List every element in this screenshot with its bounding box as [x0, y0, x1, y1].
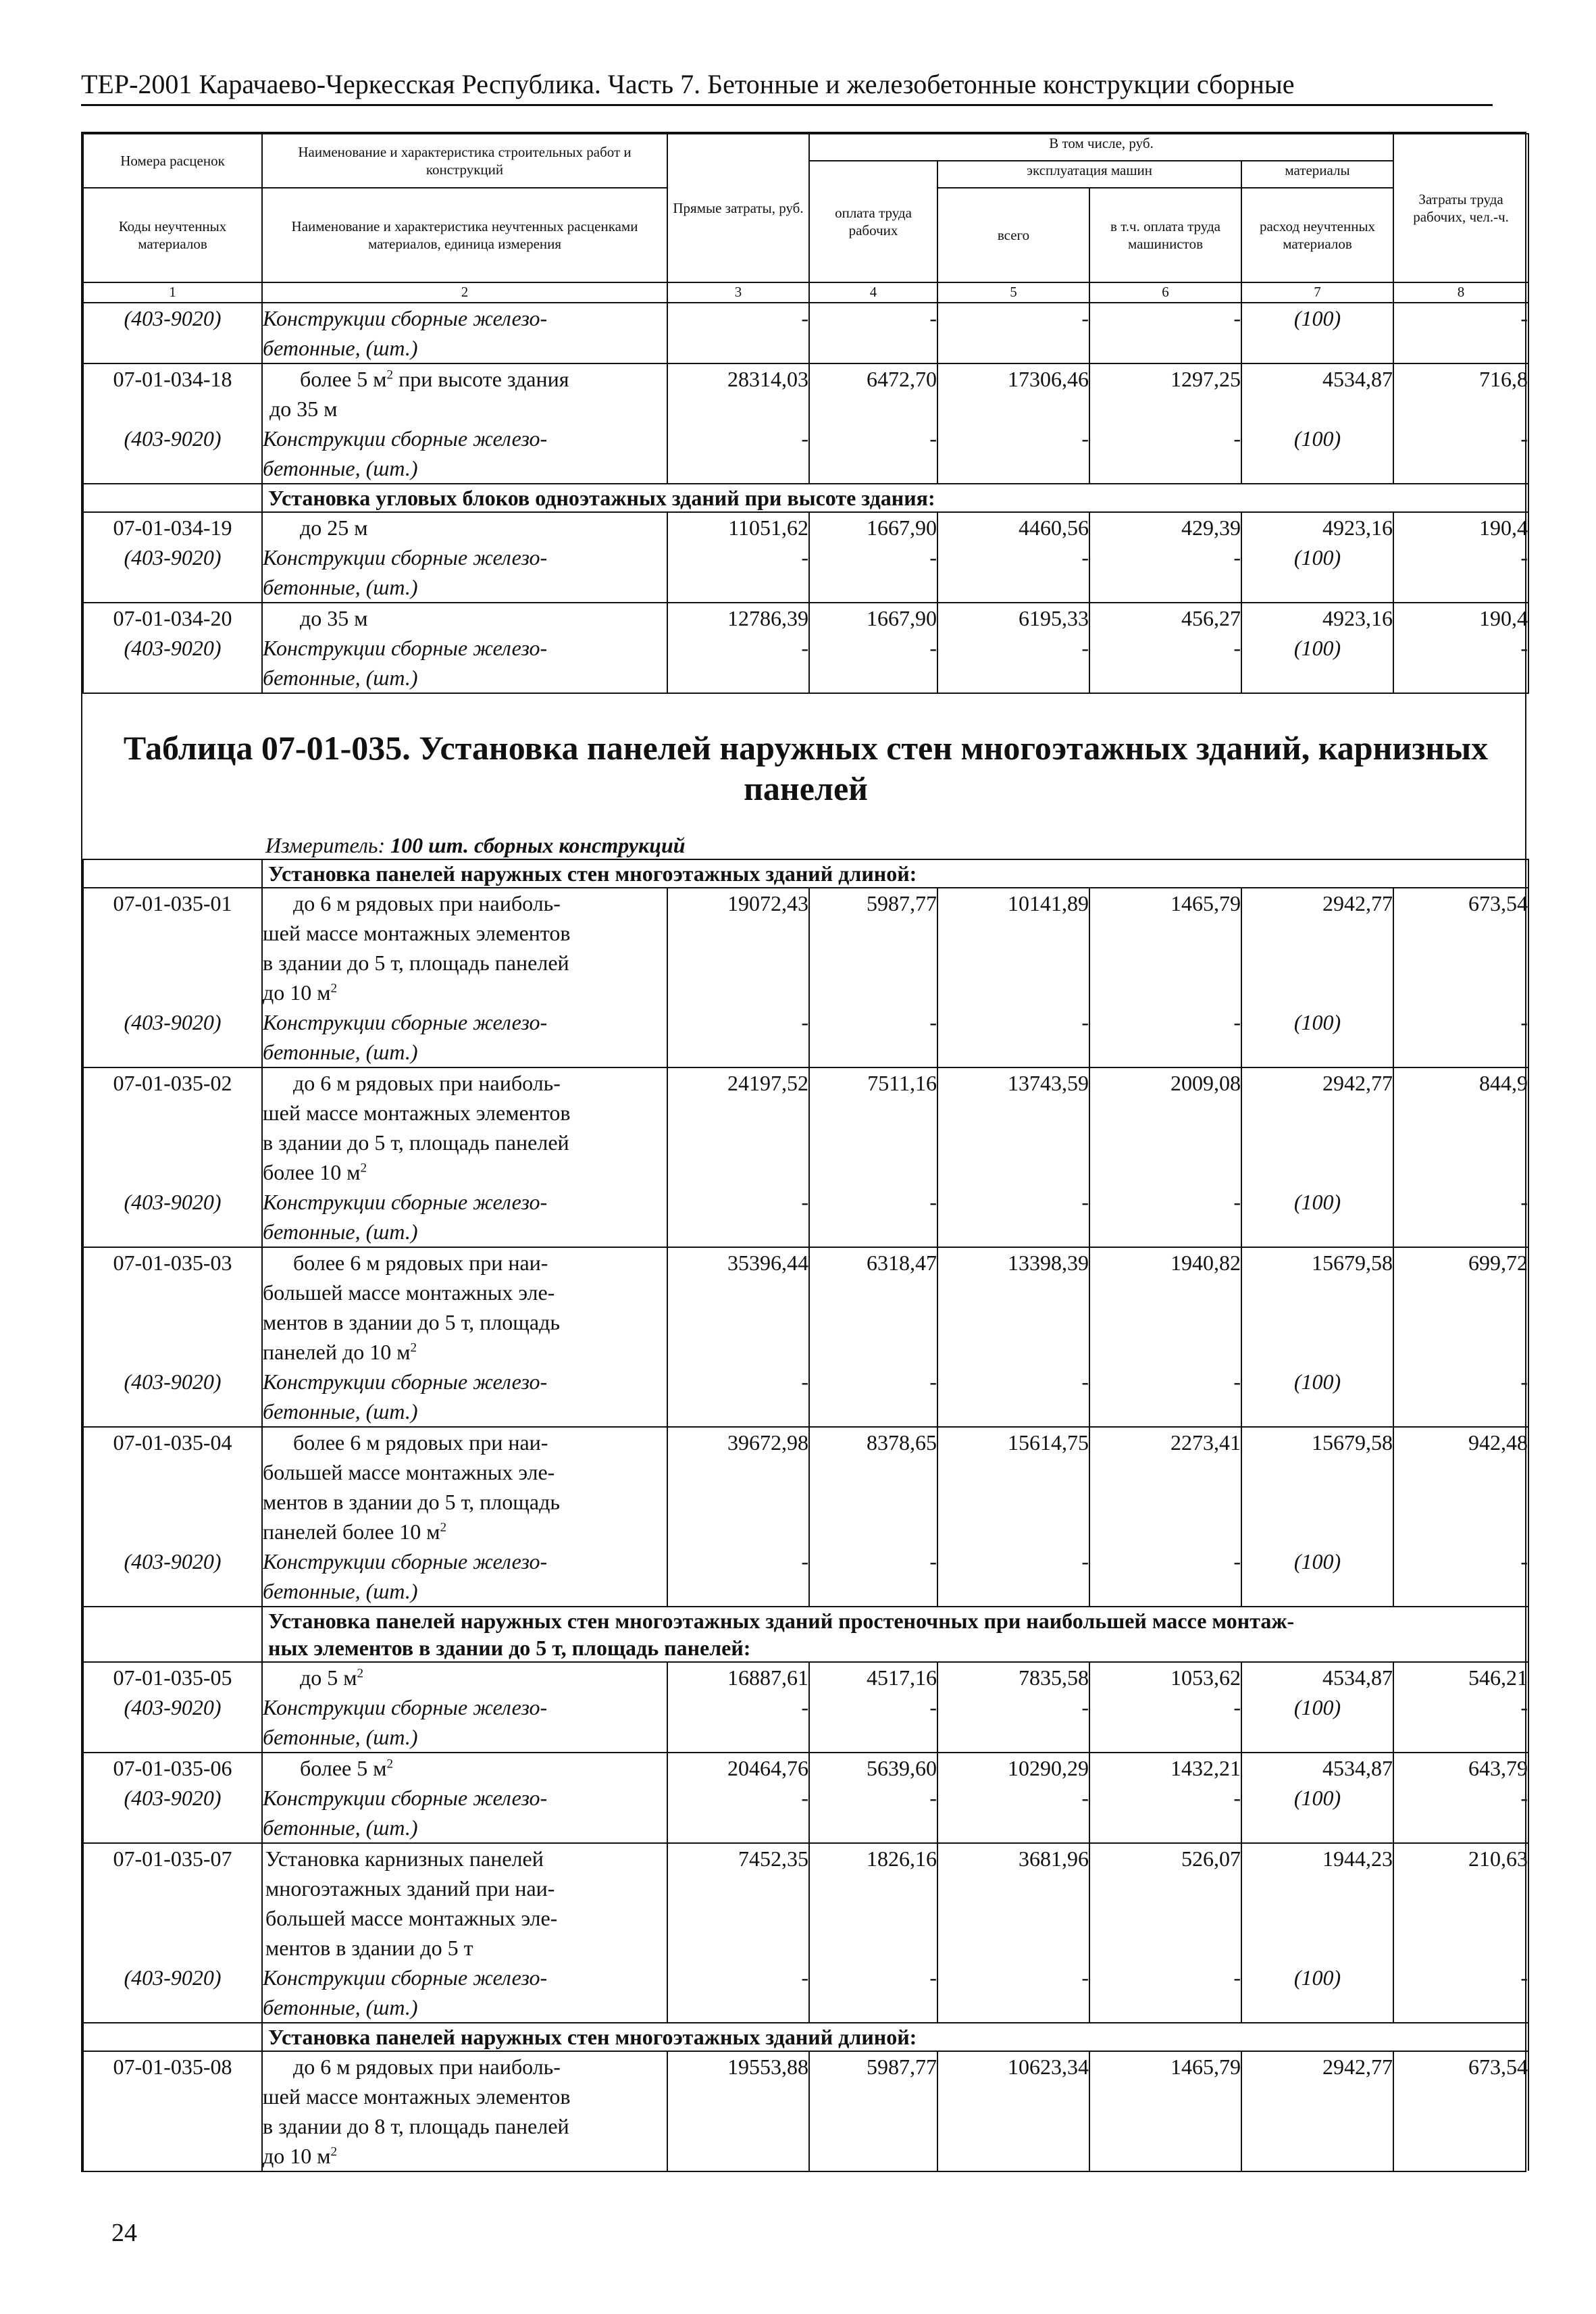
- machine-labor: 526,07: [1089, 1843, 1241, 1963]
- material-code: (403-9020): [83, 424, 262, 484]
- table-row: [83, 1662, 1528, 1692]
- materials: 2942,77: [1241, 888, 1393, 1007]
- table-row: [83, 1783, 1528, 1843]
- labor-pay: 5639,60: [809, 1753, 937, 1783]
- work-name: до 25 м: [262, 512, 667, 543]
- col-num: 2: [262, 282, 667, 303]
- table-row: [83, 363, 1528, 424]
- direct-costs: -: [667, 633, 809, 693]
- table-row: [83, 603, 1528, 633]
- machine-labor: 2009,08: [1089, 1067, 1241, 1187]
- machine-labor: 429,39: [1089, 512, 1241, 543]
- labor-pay: 8378,65: [809, 1427, 937, 1546]
- rate-code: 07-01-034-19: [83, 512, 262, 543]
- machine-total: -: [937, 1367, 1089, 1427]
- machine-labor: -: [1089, 303, 1241, 363]
- material-code: (403-9020): [83, 1367, 262, 1427]
- materials: (100): [1241, 424, 1393, 484]
- material-code: (403-9020): [83, 1963, 262, 2023]
- work-name: более 5 $м^2$ при высоте здания до 35 м: [262, 363, 667, 424]
- table-row: [83, 303, 1528, 363]
- section-row: [83, 1607, 1528, 1662]
- machine-total: 4460,56: [937, 512, 1089, 543]
- page-header: [81, 68, 1493, 106]
- col-num: 5: [937, 282, 1089, 303]
- machine-total: -: [937, 1692, 1089, 1753]
- machine-labor: -: [1089, 543, 1241, 603]
- table-row: [83, 1753, 1528, 1783]
- labor-costs: -: [1393, 1007, 1528, 1067]
- direct-costs: 24197,52: [667, 1067, 809, 1187]
- materials: (100): [1241, 1783, 1393, 1843]
- machine-total: -: [937, 1783, 1089, 1843]
- direct-costs: 12786,39: [667, 603, 809, 633]
- section-row: [83, 2023, 1528, 2051]
- work-name: до 6 м рядовых при наиболь- шей массе монтажных элементов в здании до 5 т, площадь панелей более 10 $м^2$: [262, 1067, 667, 1187]
- work-name: до 35 м: [262, 603, 667, 633]
- material-name: Конструкции сборные железо- бетонные, (шт.): [262, 1187, 667, 1247]
- labor-costs: -: [1393, 633, 1528, 693]
- labor-pay: 1667,90: [809, 603, 937, 633]
- machine-total: -: [937, 424, 1089, 484]
- table-row: [83, 1692, 1528, 1753]
- header-materials-sub: расход неучтенных материалов: [1241, 188, 1393, 282]
- labor-costs: 190,4: [1393, 603, 1528, 633]
- labor-costs: -: [1393, 303, 1528, 363]
- machine-total: -: [937, 1187, 1089, 1247]
- rate-code: 07-01-034-18: [83, 363, 262, 424]
- materials: 4923,16: [1241, 512, 1393, 543]
- table-row: [83, 424, 1528, 484]
- section-heading: Установка панелей наружных стен многоэтажных зданий длиной:: [262, 859, 1528, 888]
- labor-costs: -: [1393, 424, 1528, 484]
- labor-costs: 673,54: [1393, 888, 1528, 1007]
- direct-costs: -: [667, 1007, 809, 1067]
- table-row: [83, 2051, 1528, 2171]
- labor-pay: -: [809, 1007, 937, 1067]
- labor-costs: 942,48: [1393, 1427, 1528, 1546]
- labor-pay: -: [809, 1546, 937, 1607]
- labor-pay: -: [809, 424, 937, 484]
- labor-pay: -: [809, 543, 937, 603]
- machine-labor: -: [1089, 424, 1241, 484]
- table-row: [83, 1843, 1528, 1963]
- material-code: (403-9020): [83, 303, 262, 363]
- header-machine-total: всего: [937, 188, 1089, 282]
- materials: (100): [1241, 1007, 1393, 1067]
- labor-pay: 7511,16: [809, 1067, 937, 1187]
- labor-costs: 844,9: [1393, 1067, 1528, 1187]
- machine-labor: 1465,79: [1089, 888, 1241, 1007]
- material-code: (403-9020): [83, 1692, 262, 1753]
- machine-labor: -: [1089, 1367, 1241, 1427]
- table-row: [83, 512, 1528, 543]
- header-codes-bottom: Коды неучтенных материалов: [83, 188, 262, 282]
- table-row: [83, 633, 1528, 693]
- labor-pay: 5987,77: [809, 2051, 937, 2171]
- direct-costs: -: [667, 424, 809, 484]
- machine-labor: -: [1089, 633, 1241, 693]
- material-name: Конструкции сборные железо- бетонные, (шт.): [262, 543, 667, 603]
- machine-total: -: [937, 543, 1089, 603]
- material-name: Конструкции сборные железо- бетонные, (шт.): [262, 1783, 667, 1843]
- work-name: до 6 м рядовых при наиболь- шей массе монтажных элементов в здании до 5 т, площадь панелей до 10 $м^2$: [262, 888, 667, 1007]
- machine-total: -: [937, 1007, 1089, 1067]
- work-name: до 6 м рядовых при наиболь- шей массе монтажных элементов в здании до 8 т, площадь панелей до 10 $м^2$: [262, 2051, 667, 2171]
- header-codes-top: Номера расценок: [83, 134, 262, 188]
- direct-costs: 16887,61: [667, 1662, 809, 1692]
- materials: (100): [1241, 543, 1393, 603]
- labor-costs: -: [1393, 1963, 1528, 2023]
- materials: (100): [1241, 1546, 1393, 1607]
- materials: 4534,87: [1241, 1753, 1393, 1783]
- labor-costs: -: [1393, 543, 1528, 603]
- header-name-top: Наименование и характеристика строительных работ и конструкций: [262, 134, 667, 188]
- labor-pay: 4517,16: [809, 1662, 937, 1692]
- machine-labor: 1465,79: [1089, 2051, 1241, 2171]
- materials: 2942,77: [1241, 1067, 1393, 1187]
- labor-costs: -: [1393, 1367, 1528, 1427]
- header-machine-ops: эксплуатация машин: [937, 161, 1241, 188]
- direct-costs: -: [667, 1783, 809, 1843]
- machine-labor: -: [1089, 1692, 1241, 1753]
- labor-pay: -: [809, 1963, 937, 2023]
- col-num: 7: [1241, 282, 1393, 303]
- material-code: (403-9020): [83, 543, 262, 603]
- machine-total: 10141,89: [937, 888, 1089, 1007]
- machine-labor: -: [1089, 1187, 1241, 1247]
- direct-costs: 35396,44: [667, 1247, 809, 1367]
- labor-pay: -: [809, 303, 937, 363]
- direct-costs: 11051,62: [667, 512, 809, 543]
- material-name: Конструкции сборные железо- бетонные, (шт.): [262, 633, 667, 693]
- header-machine-labor: в т.ч. оплата труда машинистов: [1089, 188, 1241, 282]
- materials: 15679,58: [1241, 1427, 1393, 1546]
- material-code: (403-9020): [83, 1187, 262, 1247]
- materials: 1944,23: [1241, 1843, 1393, 1963]
- section-row: [83, 859, 1528, 888]
- direct-costs: -: [667, 1963, 809, 2023]
- table-row: [83, 888, 1528, 1007]
- materials: (100): [1241, 1187, 1393, 1247]
- labor-costs: -: [1393, 1187, 1528, 1247]
- direct-costs: 7452,35: [667, 1843, 809, 1963]
- materials: (100): [1241, 633, 1393, 693]
- material-name: Конструкции сборные железо- бетонные, (шт.): [262, 1692, 667, 1753]
- material-name: Конструкции сборные железо- бетонные, (шт.): [262, 424, 667, 484]
- table-row: [83, 1187, 1528, 1247]
- document-title: ТЕР-2001 Карачаево-Черкесская Республика. Часть 7. Бетонные и железобетонные конструкции сборные: [81, 69, 1295, 99]
- material-name: Конструкции сборные железо- бетонные, (шт.): [262, 1007, 667, 1067]
- table-row: [83, 1963, 1528, 2023]
- table-row: [83, 1067, 1528, 1187]
- table-title: Таблица 07-01-035. Установка панелей наружных стен многоэтажных зданий, карнизных панелей: [83, 693, 1528, 815]
- header-materials: материалы: [1241, 161, 1393, 188]
- work-name: до 5 $м^2$: [262, 1662, 667, 1692]
- labor-pay: -: [809, 1783, 937, 1843]
- materials: (100): [1241, 303, 1393, 363]
- rate-table-frame: [81, 132, 1526, 2172]
- machine-labor: -: [1089, 1783, 1241, 1843]
- machine-total: -: [937, 1546, 1089, 1607]
- machine-total: -: [937, 633, 1089, 693]
- materials: 4923,16: [1241, 603, 1393, 633]
- machine-total: 6195,33: [937, 603, 1089, 633]
- table-title-row: [83, 693, 1528, 815]
- machine-total: 3681,96: [937, 1843, 1089, 1963]
- rate-code: 07-01-035-08: [83, 2051, 262, 2171]
- machine-total: -: [937, 303, 1089, 363]
- col-num: 1: [83, 282, 262, 303]
- machine-labor: 1432,21: [1089, 1753, 1241, 1783]
- rate-code: 07-01-034-20: [83, 603, 262, 633]
- work-name: более 6 м рядовых при наи- большей массе монтажных эле- ментов в здании до 5 т, площадь панелей более 10 $м^2$: [262, 1427, 667, 1546]
- material-code: (403-9020): [83, 1546, 262, 1607]
- machine-total: 7835,58: [937, 1662, 1089, 1692]
- material-code: (403-9020): [83, 1007, 262, 1067]
- direct-costs: -: [667, 1692, 809, 1753]
- machine-labor: 456,27: [1089, 603, 1241, 633]
- labor-costs: 546,21: [1393, 1662, 1528, 1692]
- machine-total: 13398,39: [937, 1247, 1089, 1367]
- machine-total: 10623,34: [937, 2051, 1089, 2171]
- material-name: Конструкции сборные железо- бетонные, (шт.): [262, 1963, 667, 2023]
- section-row: [83, 484, 1528, 512]
- direct-costs: -: [667, 1187, 809, 1247]
- labor-pay: 6318,47: [809, 1247, 937, 1367]
- materials: (100): [1241, 1963, 1393, 2023]
- rate-code: 07-01-035-02: [83, 1067, 262, 1187]
- labor-pay: 1667,90: [809, 512, 937, 543]
- labor-costs: 190,4: [1393, 512, 1528, 543]
- labor-costs: 673,54: [1393, 2051, 1528, 2171]
- rate-code: 07-01-035-07: [83, 1843, 262, 1963]
- machine-total: -: [937, 1963, 1089, 2023]
- rate-code: 07-01-035-06: [83, 1753, 262, 1783]
- rate-code: 07-01-035-03: [83, 1247, 262, 1367]
- labor-pay: 1826,16: [809, 1843, 937, 1963]
- table-row: [83, 1007, 1528, 1067]
- labor-pay: -: [809, 633, 937, 693]
- machine-labor: -: [1089, 1546, 1241, 1607]
- work-name: более 5 $м^2$: [262, 1753, 667, 1783]
- direct-costs: -: [667, 543, 809, 603]
- labor-costs: 643,79: [1393, 1753, 1528, 1783]
- labor-pay: -: [809, 1367, 937, 1427]
- table-row: [83, 1427, 1528, 1546]
- direct-costs: 19072,43: [667, 888, 809, 1007]
- machine-total: 10290,29: [937, 1753, 1089, 1783]
- header-name-bottom: Наименование и характеристика неучтенных расценками материалов, единица измерения: [262, 188, 667, 282]
- work-name: более 6 м рядовых при наи- большей массе монтажных эле- ментов в здании до 5 т, площадь панелей до 10 $м^2$: [262, 1247, 667, 1367]
- direct-costs: -: [667, 1367, 809, 1427]
- labor-costs: 210,63: [1393, 1843, 1528, 1963]
- col-num: 6: [1089, 282, 1241, 303]
- labor-pay: -: [809, 1692, 937, 1753]
- materials: 4534,87: [1241, 363, 1393, 424]
- labor-costs: -: [1393, 1546, 1528, 1607]
- machine-total: 17306,46: [937, 363, 1089, 424]
- table-row: [83, 1247, 1528, 1367]
- materials: 2942,77: [1241, 2051, 1393, 2171]
- col-num: 3: [667, 282, 809, 303]
- rate-code: 07-01-035-05: [83, 1662, 262, 1692]
- header-including: В том числе, руб.: [809, 134, 1393, 161]
- labor-pay: 6472,70: [809, 363, 937, 424]
- header-labor-costs: Затраты труда рабочих, чел.-ч.: [1393, 134, 1528, 282]
- header-labor-pay: оплата труда рабочих: [809, 161, 937, 282]
- materials: 15679,58: [1241, 1247, 1393, 1367]
- rate-code: 07-01-035-01: [83, 888, 262, 1007]
- materials: 4534,87: [1241, 1662, 1393, 1692]
- header-direct-costs: Прямые затраты, руб.: [667, 134, 809, 282]
- col-num: 4: [809, 282, 937, 303]
- machine-labor: 1297,25: [1089, 363, 1241, 424]
- labor-costs: -: [1393, 1783, 1528, 1843]
- material-name: Конструкции сборные железо- бетонные, (шт.): [262, 1546, 667, 1607]
- column-number-row: [83, 282, 1528, 303]
- machine-total: 13743,59: [937, 1067, 1089, 1187]
- table-row: [83, 1546, 1528, 1607]
- direct-costs: 19553,88: [667, 2051, 809, 2171]
- machine-labor: 2273,41: [1089, 1427, 1241, 1546]
- rate-code: 07-01-035-04: [83, 1427, 262, 1546]
- meter: Измеритель: 100 шт. сборных конструкций: [265, 833, 686, 857]
- machine-labor: -: [1089, 1963, 1241, 2023]
- direct-costs: 28314,03: [667, 363, 809, 424]
- rate-table: [82, 133, 1529, 2171]
- section-heading: Установка угловых блоков одноэтажных зданий при высоте здания:: [262, 484, 1528, 512]
- direct-costs: 20464,76: [667, 1753, 809, 1783]
- material-code: (403-9020): [83, 1783, 262, 1843]
- work-name: Установка карнизных панелей многоэтажных зданий при наи- большей массе монтажных эле- ментов в здании до 5 т: [262, 1843, 667, 1963]
- material-code: (403-9020): [83, 633, 262, 693]
- direct-costs: -: [667, 1546, 809, 1607]
- materials: (100): [1241, 1367, 1393, 1427]
- meter-row: [83, 815, 1528, 859]
- table-row: [83, 1367, 1528, 1427]
- machine-labor: 1940,82: [1089, 1247, 1241, 1367]
- material-name: Конструкции сборные железо- бетонные, (шт.): [262, 1367, 667, 1427]
- table-row: [83, 543, 1528, 603]
- machine-labor: 1053,62: [1089, 1662, 1241, 1692]
- direct-costs: -: [667, 303, 809, 363]
- section-heading: Установка панелей наружных стен многоэтажных зданий простеночных при наибольшей массе монтаж- ных элементов в здании до 5 т, площадь панелей:: [262, 1607, 1528, 1662]
- direct-costs: 39672,98: [667, 1427, 809, 1546]
- material-name: Конструкции сборные железо- бетонные, (шт.): [262, 303, 667, 363]
- section-heading: Установка панелей наружных стен многоэтажных зданий длиной:: [262, 2023, 1528, 2051]
- page-number: 24: [111, 2219, 137, 2247]
- machine-total: 15614,75: [937, 1427, 1089, 1546]
- materials: (100): [1241, 1692, 1393, 1753]
- labor-pay: 5987,77: [809, 888, 937, 1007]
- labor-costs: 716,8: [1393, 363, 1528, 424]
- labor-costs: 699,72: [1393, 1247, 1528, 1367]
- col-num: 8: [1393, 282, 1528, 303]
- labor-costs: -: [1393, 1692, 1528, 1753]
- labor-pay: -: [809, 1187, 937, 1247]
- machine-labor: -: [1089, 1007, 1241, 1067]
